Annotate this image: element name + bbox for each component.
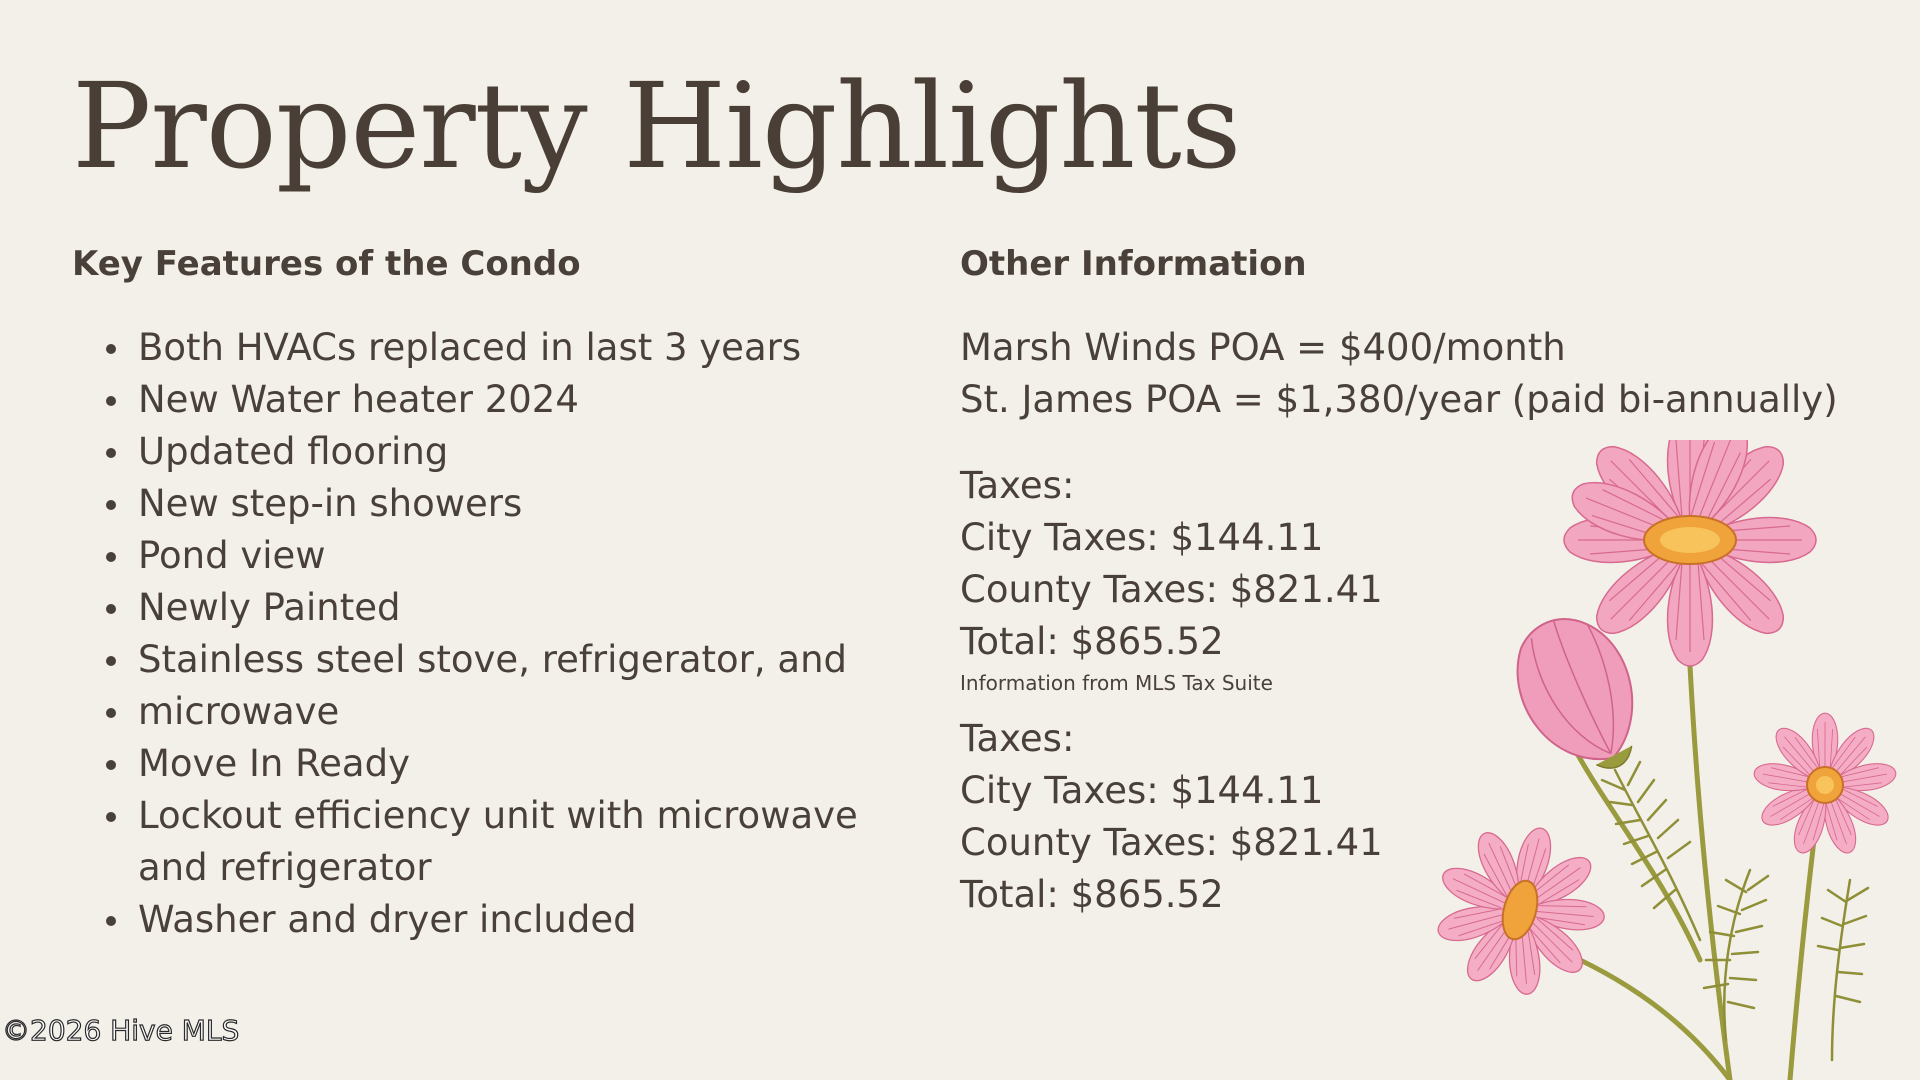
key-features-heading: Key Features of the Condo xyxy=(72,244,581,284)
feature-item: Stainless steel stove, refrigerator, and xyxy=(104,634,904,686)
total-taxes: Total: $865.52 xyxy=(960,873,1224,916)
copyright-notice: ©2026 Hive MLS xyxy=(2,1014,240,1047)
city-taxes: City Taxes: $144.11 xyxy=(960,516,1324,559)
features-list xyxy=(104,322,904,946)
other-information-heading: Other Information xyxy=(960,244,1307,284)
large-cosmos-flower xyxy=(1564,440,1816,666)
tax-source-note: Information from MLS Tax Suite xyxy=(960,671,1273,695)
tax-info-block xyxy=(960,713,1383,921)
total-taxes: Total: $865.52 xyxy=(960,620,1224,663)
tax-label: Taxes: xyxy=(960,464,1075,507)
county-taxes: County Taxes: $821.41 xyxy=(960,821,1383,864)
county-taxes: County Taxes: $821.41 xyxy=(960,568,1383,611)
tax-info-block xyxy=(960,460,1383,668)
feature-item: Updated flooring xyxy=(104,426,904,478)
small-cosmos-flower xyxy=(1752,713,1898,857)
feature-item: Newly Painted xyxy=(104,582,904,634)
medium-cosmos-flower xyxy=(1415,806,1625,1014)
tax-label: Taxes: xyxy=(960,717,1075,760)
feature-item: microwave xyxy=(104,686,904,738)
poa-info xyxy=(960,322,1838,426)
pink-cosmos-flowers-illustration xyxy=(1370,440,1920,1080)
feature-item: Both HVACs replaced in last 3 years xyxy=(104,322,904,374)
feature-item: Move In Ready xyxy=(104,738,904,790)
feature-item: New Water heater 2024 xyxy=(104,374,904,426)
poa-line-marsh-winds: Marsh Winds POA = $400/month xyxy=(960,326,1566,369)
poa-line-st-james: St. James POA = $1,380/year (paid bi-annually) xyxy=(960,378,1838,421)
page-title: Property Highlights xyxy=(72,57,1241,195)
feature-item: Pond view xyxy=(104,530,904,582)
feature-item: Washer and dryer included xyxy=(104,894,904,946)
feature-item: Lockout efficiency unit with microwave and refrigerator xyxy=(104,790,904,894)
city-taxes: City Taxes: $144.11 xyxy=(960,769,1324,812)
feature-item: New step-in showers xyxy=(104,478,904,530)
